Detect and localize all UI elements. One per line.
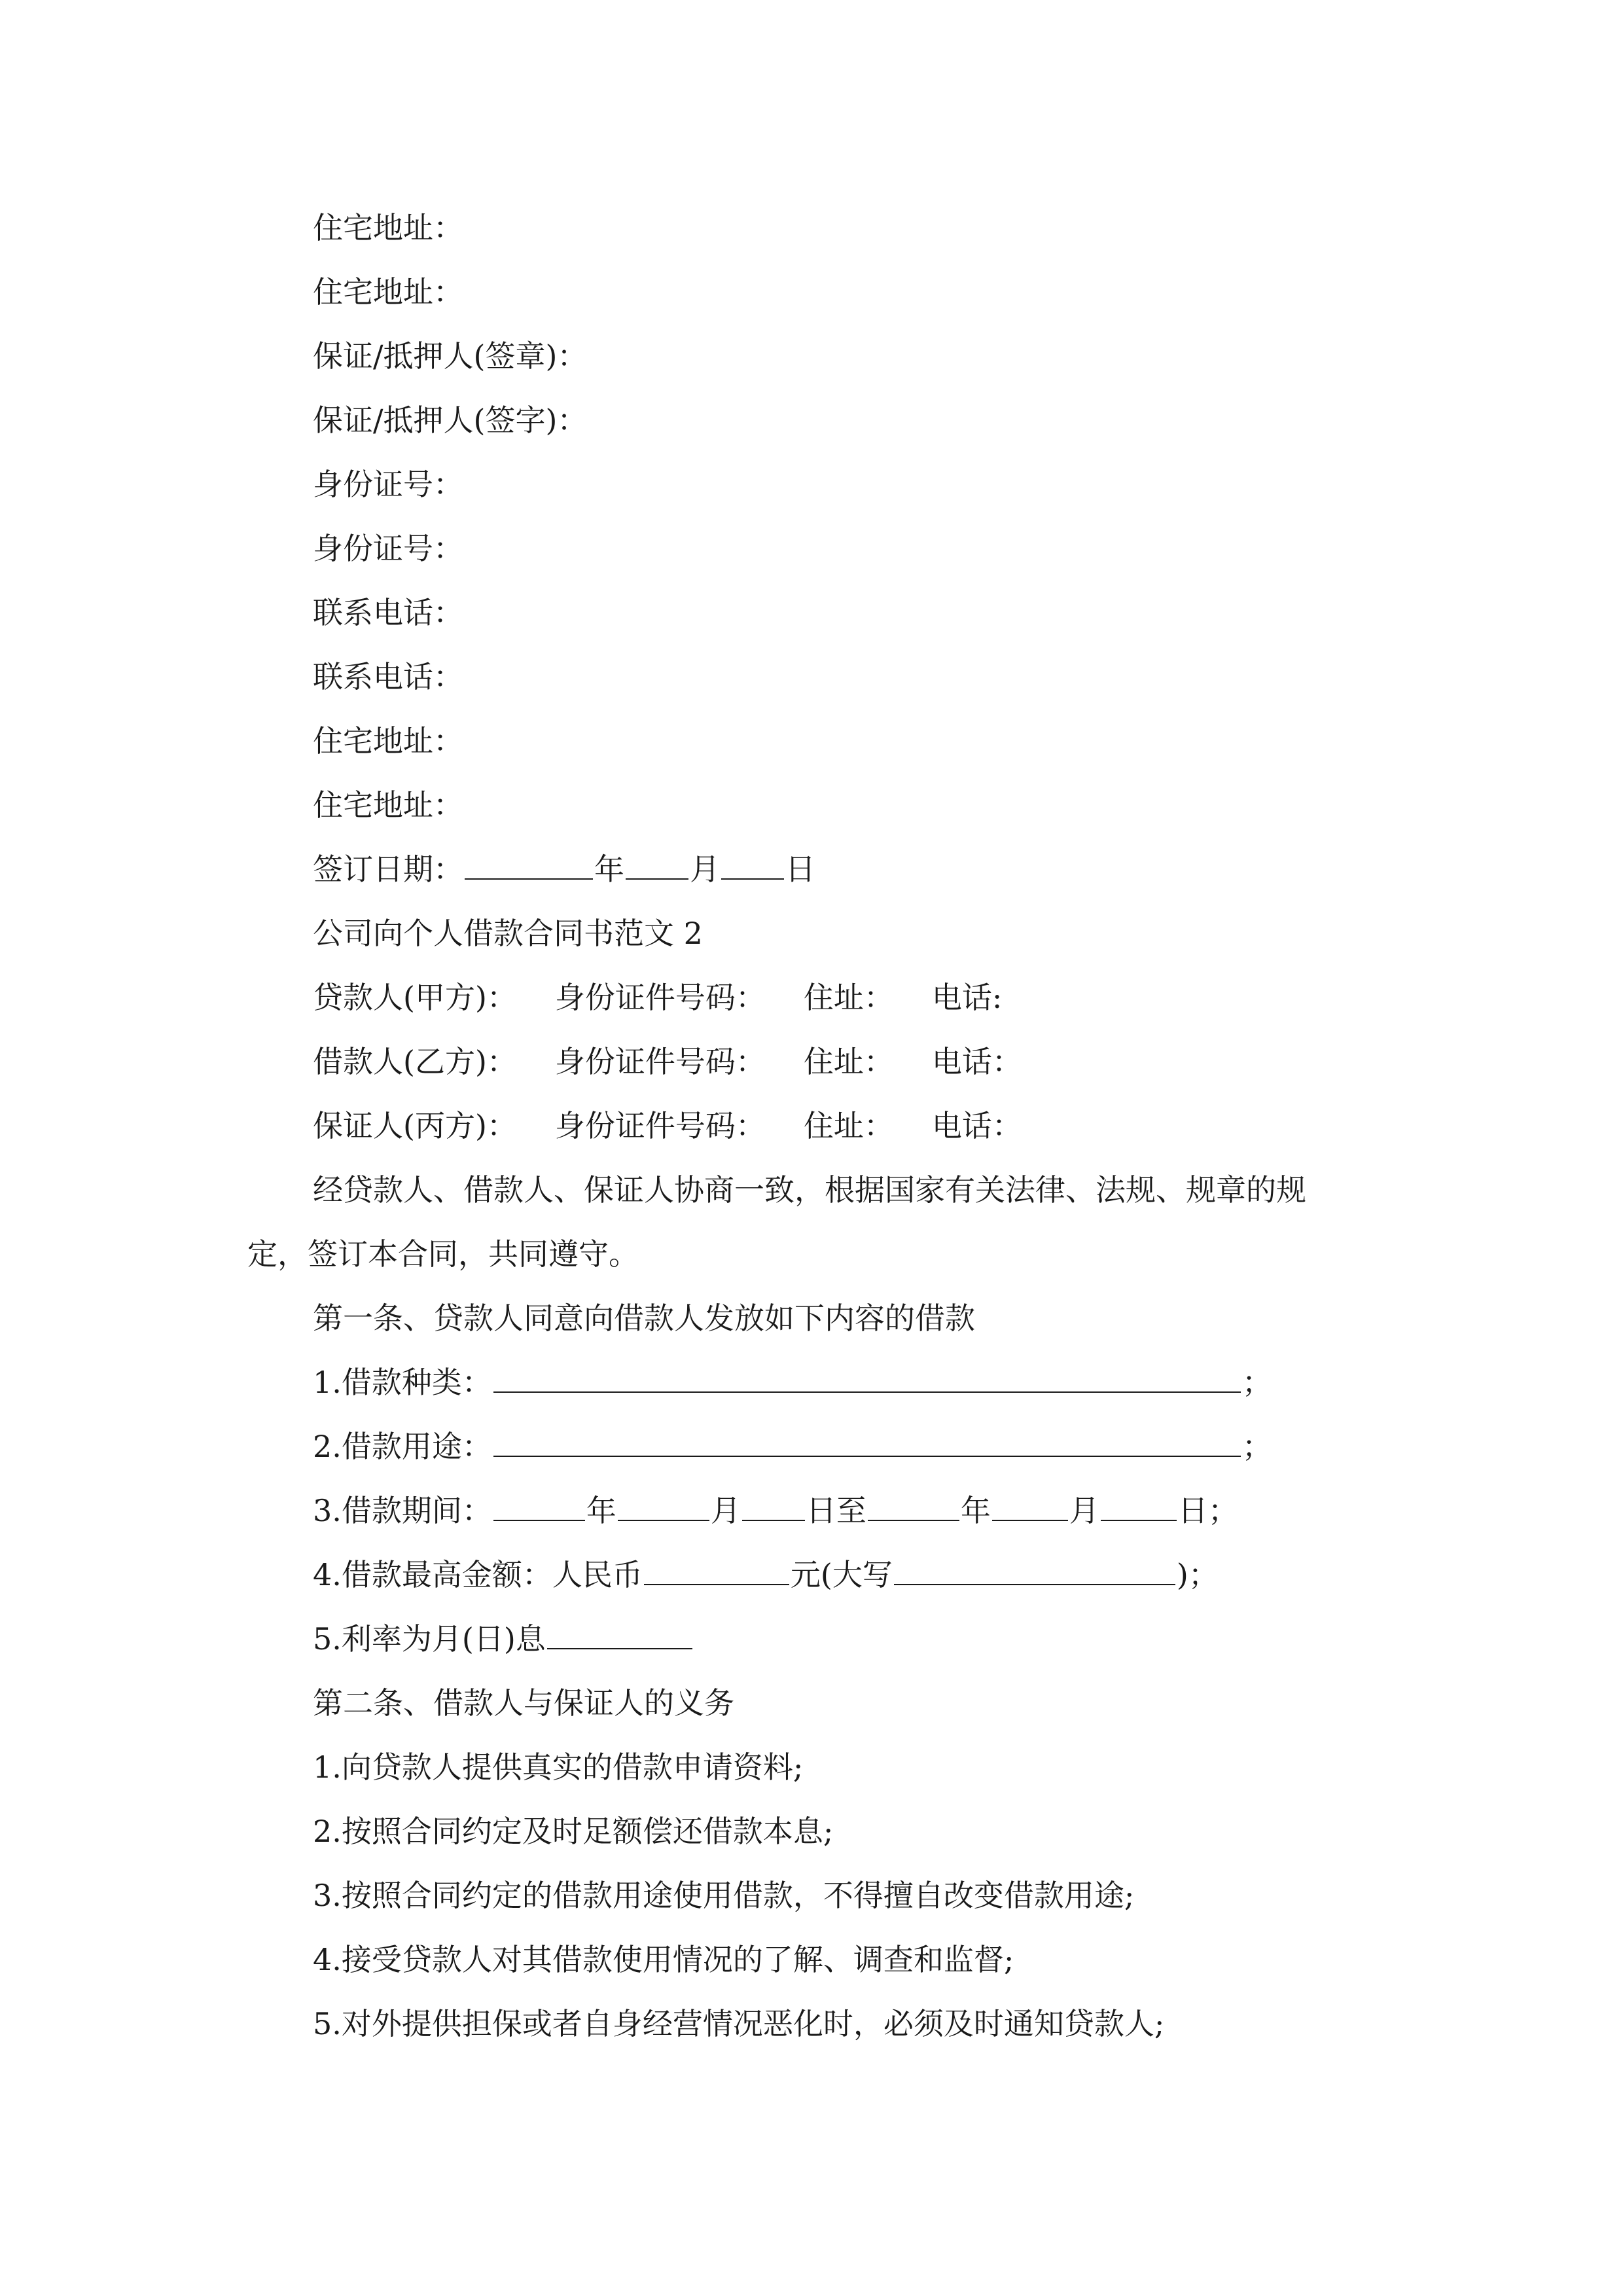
line-end-punct: ； — [1241, 1365, 1272, 1400]
obligation-item: 2.按照合同约定及时足额偿还借款本息; — [313, 1814, 834, 1849]
phone-line: 联系电话： — [313, 595, 463, 630]
obligation-item: 5.对外提供担保或者自身经营情况恶化时，必须及时通知贷款人; — [313, 2006, 1165, 2041]
amount-capital-label: 元(大写 — [790, 1557, 893, 1592]
loan-purpose-label: 2.借款用途： — [313, 1429, 492, 1464]
start-day-blank — [742, 1491, 805, 1521]
article-1-heading: 第一条、贷款人同意向借款人发放如下内容的借款 — [313, 1300, 975, 1336]
residential-address-line: 住宅地址： — [313, 274, 463, 310]
phone-line: 联系电话： — [313, 659, 463, 694]
end-month-blank — [992, 1491, 1068, 1521]
year-text: 年 — [594, 852, 624, 887]
line-end-punct: ； — [1241, 1429, 1272, 1464]
borrower-party-line — [313, 1042, 1022, 1081]
guarantor-signature-line: 保证/抵押人(签字)： — [313, 403, 588, 438]
line-end-punct: )； — [1176, 1557, 1219, 1592]
start-day-text: 日至 — [806, 1493, 866, 1528]
max-loan-amount-line — [313, 1555, 1219, 1594]
loan-type-blank — [493, 1363, 1241, 1393]
loan-purpose-line — [313, 1427, 1272, 1466]
guarantor-phone: 电话： — [931, 1108, 1022, 1143]
guarantor-party-line — [313, 1106, 1022, 1145]
id-number-line: 身份证号： — [313, 531, 463, 566]
borrower-phone: 电话： — [931, 1044, 1022, 1079]
start-month-blank — [618, 1491, 709, 1521]
residential-address-line: 住宅地址： — [313, 723, 463, 759]
month-blank — [626, 850, 688, 880]
loan-type-line — [313, 1363, 1272, 1402]
obligation-item: 3.按照合同约定的借款用途使用借款，不得擅自改变借款用途; — [313, 1878, 1135, 1913]
amount-blank — [644, 1555, 789, 1585]
loan-period-label: 3.借款期间： — [313, 1493, 492, 1528]
intro-paragraph-line-2: 定，签订本合同，共同遵守。 — [247, 1236, 639, 1272]
guarantor-address: 住址： — [803, 1108, 894, 1143]
day-blank — [721, 850, 784, 880]
end-year-text: 年 — [960, 1493, 991, 1528]
borrower-address: 住址： — [803, 1044, 894, 1079]
lender-address: 住址： — [803, 980, 894, 1015]
end-year-blank — [868, 1491, 959, 1521]
signing-date-line — [313, 850, 815, 889]
intro-paragraph-line-1: 经贷款人、借款人、保证人协商一致，根据国家有关法律、法规、规章的规 — [313, 1172, 1306, 1208]
loan-period-line — [313, 1491, 1238, 1530]
month-text: 月 — [690, 852, 720, 887]
obligation-item: 1.向贷款人提供真实的借款申请资料; — [313, 1749, 804, 1785]
start-month-text: 月 — [710, 1493, 741, 1528]
article-2-heading: 第二条、借款人与保证人的义务 — [313, 1685, 734, 1721]
start-year-text: 年 — [586, 1493, 616, 1528]
end-day-text: 日； — [1177, 1493, 1238, 1528]
guarantor-id: 身份证件号码： — [554, 1108, 766, 1143]
obligation-item: 4.接受贷款人对其借款使用情况的了解、调查和监督; — [313, 1942, 1014, 1977]
lender-id: 身份证件号码： — [554, 980, 766, 1015]
amount-capital-blank — [894, 1555, 1175, 1585]
residential-address-line: 住宅地址： — [313, 787, 463, 823]
section-heading: 公司向个人借款合同书范文 2 — [313, 916, 703, 951]
residential-address-line: 住宅地址： — [313, 210, 463, 245]
interest-rate-blank — [547, 1619, 692, 1649]
guarantor-role: 保证人(丙方)： — [313, 1108, 517, 1143]
day-text: 日 — [785, 852, 815, 887]
id-number-line: 身份证号： — [313, 467, 463, 502]
lender-role: 贷款人(甲方)： — [313, 980, 517, 1015]
loan-type-label: 1.借款种类： — [313, 1365, 492, 1400]
loan-purpose-blank — [493, 1427, 1241, 1457]
interest-rate-line — [313, 1619, 694, 1659]
interest-rate-label: 5.利率为月(日)息 — [313, 1621, 546, 1657]
end-day-blank — [1101, 1491, 1177, 1521]
signing-date-label: 签订日期： — [313, 852, 463, 887]
borrower-id: 身份证件号码： — [554, 1044, 766, 1079]
end-month-text: 月 — [1069, 1493, 1099, 1528]
start-year-blank — [493, 1491, 585, 1521]
max-loan-amount-label: 4.借款最高金额：人民币 — [313, 1557, 643, 1592]
year-blank — [465, 850, 593, 880]
borrower-role: 借款人(乙方)： — [313, 1044, 517, 1079]
lender-phone: 电话: — [931, 980, 1003, 1015]
lender-party-line — [313, 978, 1002, 1017]
guarantor-seal-line: 保证/抵押人(签章)： — [313, 338, 588, 374]
